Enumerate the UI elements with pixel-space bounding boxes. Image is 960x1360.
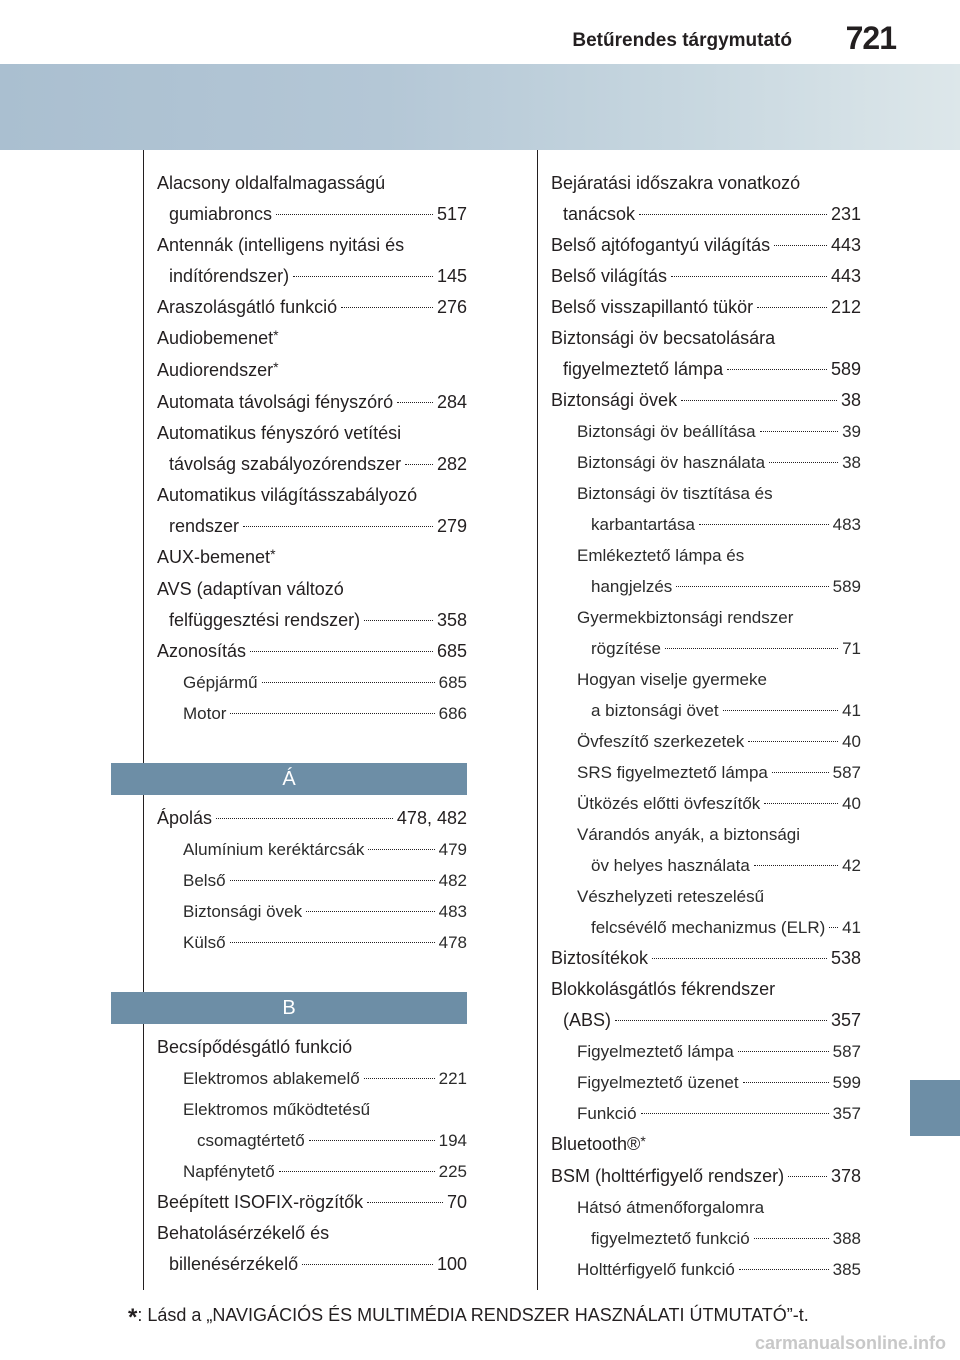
entry-text: Azonosítás	[157, 641, 247, 661]
page-reference[interactable]: 41	[842, 701, 861, 720]
page-reference[interactable]: 443	[830, 235, 861, 255]
entry-text: Behatolásérzékelő és	[157, 1223, 330, 1243]
index-entry[interactable]	[551, 664, 861, 726]
index-entry[interactable]	[551, 602, 861, 664]
page-reference[interactable]: 685	[438, 673, 467, 692]
top-bar	[0, 0, 960, 64]
entry-text: Biztosítékok	[551, 948, 649, 968]
page-reference[interactable]: 194	[438, 1131, 467, 1150]
index-entry[interactable]	[157, 865, 467, 896]
entry-text: Blokkolásgátlós fékrendszer	[551, 979, 776, 999]
leader-dots	[230, 713, 434, 714]
leader-dots	[615, 1020, 827, 1021]
leader-dots	[760, 431, 838, 432]
page-reference[interactable]: 276	[436, 297, 467, 317]
footnote-marker: *	[273, 327, 279, 343]
page-reference[interactable]: 378	[830, 1166, 861, 1186]
entry-text: Hogyan viselje gyermeke	[577, 670, 767, 689]
entry-text: Biztonsági övek	[551, 390, 678, 410]
page-reference[interactable]: 443	[830, 266, 861, 286]
index-entry[interactable]	[157, 927, 467, 958]
entry-text: Biztonsági öv használata	[577, 453, 766, 472]
entry-text: Audiobemenet	[157, 328, 274, 348]
entry-text: SRS figyelmeztető lámpa	[577, 763, 768, 782]
entry-text: Belső világítás	[551, 266, 668, 286]
entry-text: BSM (holttérfigyelő rendszer)	[551, 1166, 785, 1186]
page-reference[interactable]: 483	[438, 902, 467, 921]
leader-dots	[262, 682, 435, 683]
entry-text: Biztonsági öv becsatolására	[551, 328, 776, 348]
index-entry[interactable]	[157, 1094, 467, 1156]
entry-text: felfüggesztési rendszer)	[169, 610, 361, 630]
footnote-marker: *	[640, 1133, 646, 1149]
entry-text: Becsípődésgátló funkció	[157, 1037, 353, 1057]
index-entry[interactable]	[157, 355, 467, 387]
entry-text: Motor	[183, 704, 227, 723]
page-reference[interactable]: 358	[436, 610, 467, 630]
leader-dots	[230, 942, 435, 943]
entry-text: Vészhelyzeti reteszelésű	[577, 887, 765, 906]
section-a-entries	[157, 803, 467, 958]
entry-text: rögzítése	[591, 639, 661, 658]
index-entry[interactable]	[157, 292, 467, 323]
leader-dots	[364, 1078, 435, 1079]
index-entry[interactable]	[551, 416, 861, 447]
index-entry[interactable]	[551, 788, 861, 819]
section-header-a: Á	[111, 763, 467, 795]
leader-dots	[306, 911, 435, 912]
index-entry[interactable]	[157, 574, 467, 636]
page-reference[interactable]: 479	[438, 840, 467, 859]
index-entry[interactable]	[551, 1129, 861, 1161]
entry-text: Belső ajtófogantyú világítás	[551, 235, 771, 255]
page-reference[interactable]: 482	[438, 871, 467, 890]
leader-dots	[216, 818, 393, 819]
entry-text: Audiorendszer	[157, 360, 274, 380]
page-reference[interactable]: 587	[832, 1042, 861, 1061]
index-entry[interactable]	[551, 261, 861, 292]
entry-text: Antennák (intelligens nyitási és	[157, 235, 405, 255]
entry-text: Figyelmeztető lámpa	[577, 1042, 734, 1061]
page-reference[interactable]: 589	[832, 577, 861, 596]
index-entry[interactable]	[157, 168, 467, 230]
entry-text: karbantartása	[591, 515, 695, 534]
entry-text: Bluetooth®	[551, 1134, 641, 1154]
index-entry[interactable]	[551, 974, 861, 1036]
right-main-entries	[551, 168, 861, 1285]
entry-text: Bejáratási időszakra vonatkozó	[551, 173, 801, 193]
entry-text: rendszer	[169, 516, 240, 536]
page-reference[interactable]: 483	[832, 515, 861, 534]
entry-text: figyelmeztető funkció	[591, 1229, 750, 1248]
page-reference[interactable]: 587	[832, 763, 861, 782]
index-entry[interactable]	[551, 230, 861, 261]
leader-dots	[293, 276, 433, 277]
leader-dots	[754, 1238, 829, 1239]
entry-text: Figyelmeztető üzenet	[577, 1073, 739, 1092]
entry-text: Funkció	[577, 1104, 637, 1123]
entry-text: csomagtértető	[197, 1131, 305, 1150]
leader-dots	[754, 865, 838, 866]
leader-dots	[764, 803, 838, 804]
page-reference[interactable]: 40	[842, 732, 861, 751]
leader-dots	[341, 307, 433, 308]
right-column	[551, 168, 861, 1285]
leader-dots	[367, 1202, 443, 1203]
page-reference[interactable]: 388	[832, 1229, 861, 1248]
leader-dots	[738, 1051, 829, 1052]
index-entry[interactable]	[157, 698, 467, 729]
entry-text: Biztonsági öv beállítása	[577, 422, 756, 441]
leader-dots	[364, 620, 433, 621]
entry-text: Alacsony oldalfalmagasságú	[157, 173, 386, 193]
left-column	[157, 168, 467, 1280]
entry-text: felcsévélő mechanizmus (ELR)	[591, 918, 826, 937]
entry-text: Hátsó átmenőforgalomra	[577, 1198, 765, 1217]
entry-text: Araszolásgátló funkció	[157, 297, 338, 317]
footnote	[128, 1304, 809, 1332]
entry-text: öv helyes használata	[591, 856, 750, 875]
index-entry[interactable]	[157, 418, 467, 480]
index-entry[interactable]	[551, 726, 861, 757]
page-reference[interactable]: 70	[446, 1192, 467, 1212]
entry-text: tanácsok	[563, 204, 636, 224]
page-reference[interactable]: 517	[436, 204, 467, 224]
entry-text: Várandós anyák, a biztonsági	[577, 825, 801, 844]
index-entry[interactable]	[157, 834, 467, 865]
leader-dots	[276, 214, 433, 215]
leader-dots	[727, 369, 827, 370]
page-reference[interactable]: 478	[438, 933, 467, 952]
leader-dots	[665, 648, 838, 649]
leader-dots	[230, 880, 435, 881]
leader-dots	[368, 849, 434, 850]
index-entry[interactable]	[551, 478, 861, 540]
leader-dots	[243, 526, 433, 527]
entry-text: távolság szabályozórendszer	[169, 454, 402, 474]
page-reference[interactable]: 145	[436, 266, 467, 286]
header-banner	[0, 64, 960, 150]
page-reference[interactable]: 538	[830, 948, 861, 968]
entry-text: Automatikus fényszóró vetítési	[157, 423, 402, 443]
page-reference[interactable]: 284	[436, 392, 467, 412]
index-entry[interactable]	[157, 803, 467, 834]
center-column-rule	[537, 150, 538, 1290]
page-reference[interactable]: 231	[830, 204, 861, 224]
page-reference[interactable]: 71	[842, 639, 861, 658]
footnote-marker: *	[273, 359, 279, 375]
leader-dots	[757, 307, 827, 308]
index-entry[interactable]	[551, 292, 861, 323]
page-reference[interactable]: 279	[436, 516, 467, 536]
page-reference[interactable]: 38	[842, 453, 861, 472]
page-reference[interactable]: 40	[842, 794, 861, 813]
entry-text: billenésérzékelő	[169, 1254, 299, 1274]
index-entry[interactable]	[551, 1254, 861, 1285]
index-entry[interactable]	[551, 385, 861, 416]
index-entry[interactable]	[157, 480, 467, 542]
entry-text: AUX-bemenet	[157, 547, 271, 567]
index-entry[interactable]	[157, 323, 467, 355]
index-entry[interactable]	[157, 387, 467, 418]
index-entry[interactable]	[551, 168, 861, 230]
leader-dots	[302, 1264, 433, 1265]
entry-text: gumiabroncs	[169, 204, 273, 224]
entry-text: Automatikus világításszabályozó	[157, 485, 418, 505]
entry-text: Napfénytető	[183, 1162, 275, 1181]
entry-text: Ápolás	[157, 808, 213, 828]
leader-dots	[641, 1113, 829, 1114]
entry-text: Biztonsági övek	[183, 902, 303, 921]
index-entry[interactable]	[551, 1161, 861, 1192]
left-main-entries	[157, 168, 467, 729]
section-header-b: B	[111, 992, 467, 1024]
leader-dots	[829, 927, 838, 928]
index-entry[interactable]	[157, 1218, 467, 1280]
page-reference[interactable]: 42	[842, 856, 861, 875]
entry-text: a biztonsági övet	[591, 701, 719, 720]
page-reference[interactable]: 39	[842, 422, 861, 441]
leader-dots	[279, 1171, 435, 1172]
watermark: carmanualsonline.info	[754, 1333, 946, 1353]
entry-text: Elektromos ablakemelő	[183, 1069, 360, 1088]
index-entry[interactable]	[157, 1063, 467, 1094]
entry-text: Elektromos működtetésű	[183, 1100, 371, 1119]
leader-dots	[788, 1176, 827, 1177]
entry-text: Beépített ISOFIX-rögzítők	[157, 1192, 364, 1212]
index-entry[interactable]	[551, 1098, 861, 1129]
leader-dots	[639, 214, 827, 215]
entry-text: Külső	[183, 933, 226, 952]
page-reference[interactable]: 478, 482	[396, 808, 467, 828]
leader-dots	[652, 958, 827, 959]
index-entry[interactable]	[551, 1067, 861, 1098]
index-entry[interactable]	[157, 636, 467, 667]
page-reference[interactable]: 221	[438, 1069, 467, 1088]
entry-text: Gyermekbiztonsági rendszer	[577, 608, 794, 627]
page-reference[interactable]: 385	[832, 1260, 861, 1279]
footnote-text: : Lásd a „NAVIGÁCIÓS ÉS MULTIMÉDIA RENDSZER HASZNÁLATI ÚTMUTATÓ”-t.	[137, 1305, 809, 1325]
leader-dots	[774, 245, 827, 246]
leader-dots	[681, 400, 837, 401]
index-entry[interactable]	[551, 1192, 861, 1254]
leader-dots	[405, 464, 433, 465]
page-reference[interactable]: 599	[832, 1073, 861, 1092]
leader-dots	[676, 586, 828, 587]
index-entry[interactable]	[157, 230, 467, 292]
index-entry[interactable]	[157, 1032, 467, 1063]
leader-dots	[309, 1140, 435, 1141]
page-reference[interactable]: 357	[832, 1104, 861, 1123]
entry-text: Biztonsági öv tisztítása és	[577, 484, 773, 503]
entry-text: Alumínium keréktárcsák	[183, 840, 365, 859]
entry-text: Gépjármű	[183, 673, 258, 692]
page-header-title: Betűrendes tárgymutató	[572, 30, 792, 51]
leader-dots	[748, 741, 838, 742]
leader-dots	[769, 462, 838, 463]
entry-text: (ABS)	[563, 1010, 612, 1030]
index-entry[interactable]	[551, 1036, 861, 1067]
index-entry[interactable]	[157, 542, 467, 574]
leader-dots	[699, 524, 829, 525]
index-entry[interactable]	[551, 540, 861, 602]
left-column-rule	[143, 150, 144, 1290]
page-reference[interactable]: 686	[438, 704, 467, 723]
entry-text: Holttérfigyelő funkció	[577, 1260, 735, 1279]
entry-text: indítórendszer)	[169, 266, 290, 286]
page-reference[interactable]: 41	[842, 918, 861, 937]
entry-text: hangjelzés	[591, 577, 673, 596]
entry-text: Belső visszapillantó tükör	[551, 297, 754, 317]
leader-dots	[772, 772, 829, 773]
entry-text: Övfeszítő szerkezetek	[577, 732, 745, 751]
page-reference[interactable]: 282	[436, 454, 467, 474]
page-number: 721	[845, 20, 896, 56]
entry-text: Automata távolsági fényszóró	[157, 392, 394, 412]
index-entry[interactable]	[551, 943, 861, 974]
leader-dots	[397, 402, 433, 403]
entry-text: Ütközés előtti övfeszítők	[577, 794, 761, 813]
index-entry[interactable]	[551, 881, 861, 943]
index-entry[interactable]	[551, 447, 861, 478]
page-reference[interactable]: 685	[436, 641, 467, 661]
index-entry[interactable]	[551, 757, 861, 788]
footnote-symbol: *	[128, 1304, 138, 1331]
page-reference[interactable]: 357	[830, 1010, 861, 1030]
index-entry[interactable]	[157, 1156, 467, 1187]
page-reference[interactable]: 225	[438, 1162, 467, 1181]
footnote-marker: *	[270, 546, 276, 562]
leader-dots	[250, 651, 433, 652]
index-entry[interactable]	[157, 896, 467, 927]
index-entry[interactable]	[157, 667, 467, 698]
entry-text: figyelmeztető lámpa	[563, 359, 724, 379]
leader-dots	[739, 1269, 829, 1270]
index-entry[interactable]	[157, 1187, 467, 1218]
page-reference[interactable]: 38	[840, 390, 861, 410]
entry-text: AVS (adaptívan változó	[157, 579, 344, 599]
index-entry[interactable]	[551, 819, 861, 881]
page-reference[interactable]: 589	[830, 359, 861, 379]
entry-text: Emlékeztető lámpa és	[577, 546, 745, 565]
section-b-entries	[157, 1032, 467, 1280]
index-entry[interactable]	[551, 323, 861, 385]
page-reference[interactable]: 212	[830, 297, 861, 317]
leader-dots	[723, 710, 838, 711]
leader-dots	[743, 1082, 829, 1083]
entry-text: Belső	[183, 871, 226, 890]
leader-dots	[671, 276, 827, 277]
chapter-side-tab[interactable]	[910, 1080, 960, 1136]
page-reference[interactable]: 100	[436, 1254, 467, 1274]
